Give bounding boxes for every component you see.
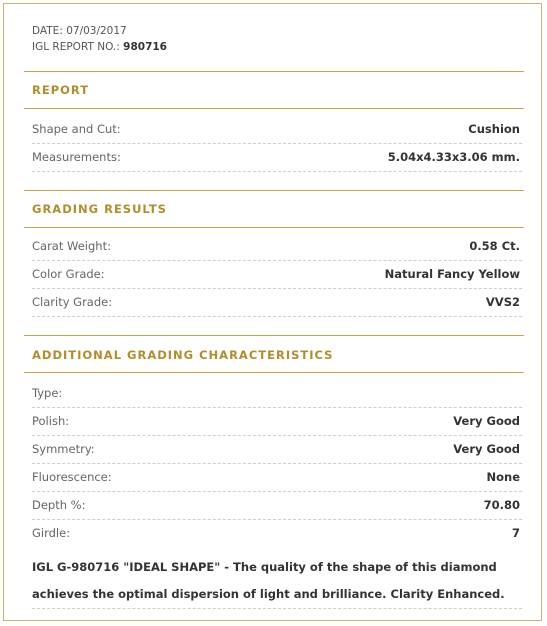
row-depth bbox=[32, 492, 522, 520]
row-symmetry bbox=[32, 436, 522, 464]
row-label: Polish: bbox=[32, 414, 70, 428]
section-divider bbox=[24, 372, 524, 373]
row-measurements bbox=[32, 144, 522, 172]
section-title-grading: GRADING RESULTS bbox=[32, 202, 167, 216]
row-value: Very Good bbox=[453, 414, 520, 428]
report-number-value: 980716 bbox=[123, 41, 167, 53]
report-card bbox=[3, 3, 542, 621]
row-label: Color Grade: bbox=[32, 267, 105, 281]
date-value: 07/03/2017 bbox=[66, 25, 127, 37]
row-label: Carat Weight: bbox=[32, 239, 111, 253]
row-shape-cut bbox=[32, 116, 522, 144]
row-value: 7 bbox=[511, 526, 520, 540]
section-title-additional: ADDITIONAL GRADING CHARACTERISTICS bbox=[32, 348, 334, 362]
row-value: Very Good bbox=[453, 442, 520, 456]
row-value: 5.04x4.33x3.06 mm. bbox=[387, 150, 520, 164]
row-value: 0.58 Ct. bbox=[469, 239, 520, 253]
date-label: DATE: bbox=[32, 25, 63, 37]
row-label: Symmetry: bbox=[32, 442, 95, 456]
row-girdle bbox=[32, 520, 522, 548]
row-type bbox=[32, 380, 522, 408]
row-label: Fluorescence: bbox=[32, 470, 112, 484]
report-number-label: IGL REPORT NO.: bbox=[32, 41, 120, 53]
row-carat-weight bbox=[32, 233, 522, 261]
row-value: Natural Fancy Yellow bbox=[384, 267, 520, 281]
row-label: Measurements: bbox=[32, 150, 121, 164]
section-divider bbox=[24, 227, 524, 228]
row-value: 70.80 bbox=[483, 498, 520, 512]
row-label: Girdle: bbox=[32, 526, 71, 540]
comment-note: IGL G-980716 "IDEAL SHAPE" - The quality of the shape of this diamond achieves the optimal dispersion of light and brilliance. Clarity Enhanced. bbox=[32, 560, 505, 601]
section-divider bbox=[24, 108, 524, 109]
row-label: Clarity Grade: bbox=[32, 295, 113, 309]
section-divider bbox=[24, 190, 524, 191]
row-polish bbox=[32, 408, 522, 436]
row-value: VVS2 bbox=[485, 295, 520, 309]
report-meta bbox=[32, 23, 167, 55]
row-label: Depth %: bbox=[32, 498, 86, 512]
row-color-grade bbox=[32, 261, 522, 289]
section-divider bbox=[24, 71, 524, 72]
row-clarity-grade bbox=[32, 289, 522, 317]
section-divider bbox=[24, 335, 524, 336]
date-line bbox=[32, 23, 167, 39]
row-label: Type: bbox=[32, 386, 63, 400]
row-value: None bbox=[486, 470, 520, 484]
row-fluorescence bbox=[32, 464, 522, 492]
note-divider bbox=[32, 608, 522, 609]
section-title-report: REPORT bbox=[32, 83, 90, 97]
row-value: Cushion bbox=[468, 122, 520, 136]
report-number-line bbox=[32, 39, 167, 55]
row-label: Shape and Cut: bbox=[32, 122, 121, 136]
